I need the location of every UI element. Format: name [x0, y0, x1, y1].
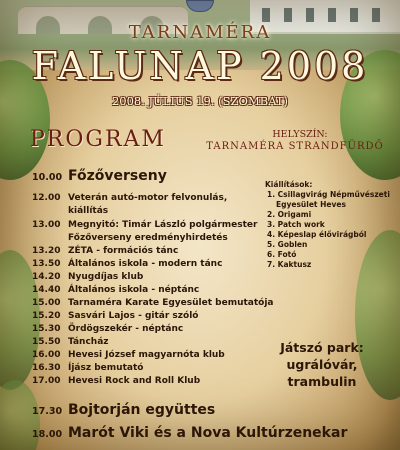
exhibition-item: 4. Képeslap élővirágból	[267, 230, 367, 239]
exhibition-item: Egyesület Heves	[276, 200, 346, 209]
schedule-event: Megnyitó: Timár László polgármester	[68, 220, 258, 230]
schedule-time: 15.20	[32, 311, 61, 321]
schedule-time: 15.50	[32, 337, 61, 347]
schedule-event-cont: kiállítás	[68, 206, 109, 216]
schedule-time: 13.00	[32, 220, 61, 230]
schedule-time: 12.00	[32, 193, 61, 203]
schedule-time: 13.20	[32, 246, 61, 256]
schedule-event: Általános iskola - modern tánc	[68, 259, 223, 269]
playground-line: trambulin	[287, 374, 357, 389]
exhibitions-title: Kiállítások:	[265, 180, 313, 189]
playground-line: ugrálóvár,	[286, 357, 358, 372]
exhibition-item: 5. Goblen	[267, 240, 308, 249]
schedule-event: Táncház	[68, 337, 109, 347]
event-title: FALUNAP 2008	[31, 44, 369, 88]
schedule-event: Íjász bemutató	[68, 363, 144, 373]
exhibition-item: 1. Csillagvirág Népművészeti	[267, 190, 390, 199]
schedule-time: 10.00	[32, 172, 63, 183]
schedule-time: 14.40	[32, 285, 61, 295]
schedule-event: Marót Viki és a Nova Kultúrzenekar	[68, 425, 348, 441]
schedule-event: Veterán autó-motor felvonulás,	[68, 193, 228, 203]
exhibition-item: 2. Origami	[267, 210, 312, 219]
schedule-time: 14.20	[32, 272, 61, 282]
schedule-time: 17.00	[32, 376, 61, 386]
schedule-event: ZÉTA - formációs tánc	[68, 246, 179, 256]
schedule-event-cont: Főzőverseny eredményhirdetés	[68, 233, 228, 243]
schedule-event: Főzőverseny	[68, 168, 167, 184]
schedule-event: Bojtorján együttes	[68, 402, 216, 418]
schedule-time: 17.30	[32, 406, 63, 417]
schedule-time: 15.30	[32, 324, 61, 334]
schedule-time: 13.50	[32, 259, 61, 269]
schedule-event: Hevesi Rock and Roll Klub	[68, 376, 201, 386]
schedule-event: Ördögszekér - néptánc	[68, 324, 184, 334]
schedule-event: Sasvári Lajos - gitár szóló	[68, 311, 199, 321]
playground-title: Játszó park:	[280, 340, 364, 355]
exhibition-item: 6. Fotó	[267, 250, 297, 259]
schedule-event: Nyugdíjas klub	[68, 272, 144, 282]
exhibition-item: 3. Patch work	[267, 220, 325, 229]
village-title: TARNAMÉRA	[128, 22, 272, 43]
schedule-event: Hevesi József magyarnóta klub	[68, 350, 225, 360]
event-date: 2008. JÚLIUS 19. (SZOMBAT)	[111, 94, 289, 108]
exhibition-item: 7. Kaktusz	[267, 260, 312, 269]
crest-icon	[186, 0, 214, 12]
schedule-event: Általános iskola - néptánc	[68, 285, 200, 295]
schedule-event: Tarnaméra Karate Egyesület bemutatója	[68, 298, 274, 308]
venue-label: HELYSZÍN:	[272, 129, 328, 140]
schedule-time: 16.30	[32, 363, 61, 373]
schedule-time: 18.00	[32, 429, 63, 440]
program-heading: PROGRAM	[30, 127, 166, 152]
schedule-time: 16.00	[32, 350, 61, 360]
schedule-time: 15.00	[32, 298, 61, 308]
venue-name: TARNAMÉRA STRANDFÜRDŐ	[206, 141, 384, 152]
